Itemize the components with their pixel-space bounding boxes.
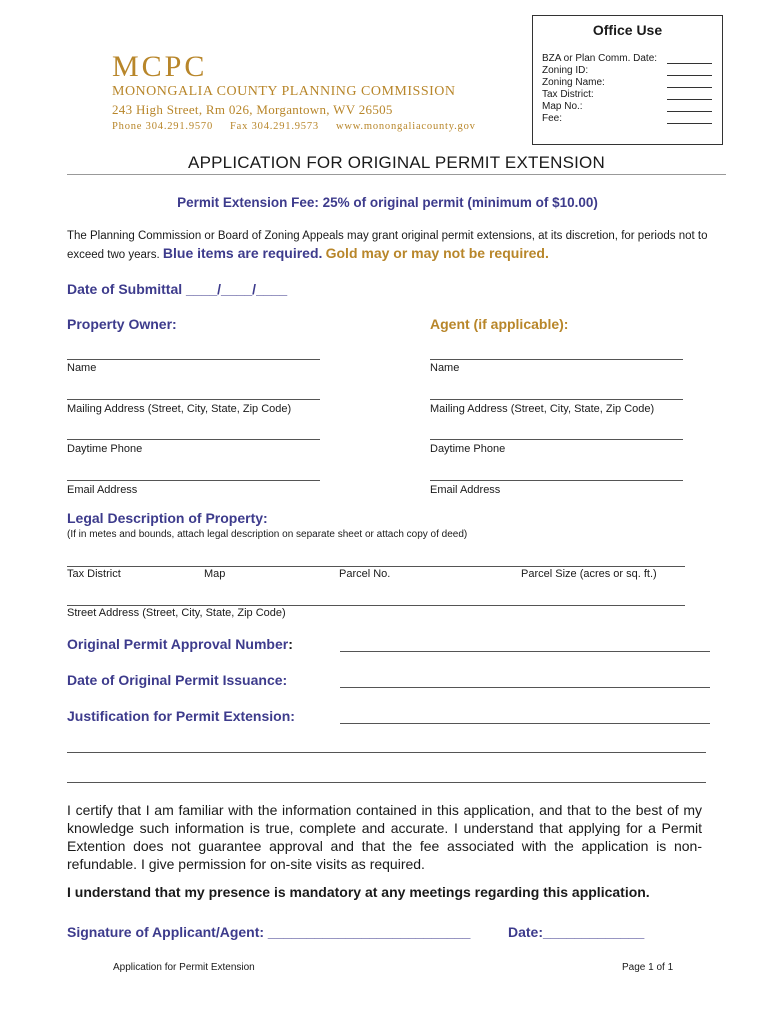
property-owner-heading: Property Owner: [67,316,177,332]
office-field-bza-date: BZA or Plan Comm. Date: [542,53,712,65]
agent-email-field[interactable] [430,480,683,481]
office-field-line[interactable] [667,65,712,76]
agent-heading: Agent (if applicable): [430,316,569,332]
legal-description-heading: Legal Description of Property: [67,510,268,526]
office-field-fee: Fee: [542,113,712,125]
agent-phone-label: Daytime Phone [430,443,506,455]
street-address-label: Street Address (Street, City, State, Zip Code) [67,607,286,619]
intro-text [67,228,737,264]
office-field-line[interactable] [667,77,712,88]
owner-address-field[interactable] [67,399,320,400]
certification-text: I certify that I am familiar with the information contained in this application, and that to the best of my knowledge such information is true, complete and accurate. I understand that applying for a Permit Extention does not guarantee approval and that the fee associated with the application is non-refundable. I give permission for on-site visits as required. [67,802,702,872]
website-link[interactable]: www.monongaliacounty.gov [335,121,476,132]
office-field-map-no: Map No.: [542,101,712,113]
date-of-submittal[interactable]: Date of Submittal ____/____/____ [67,281,288,297]
organization-contact [112,121,493,132]
footer-page-number: Page 1 of 1 [622,962,674,973]
owner-name-field[interactable] [67,359,320,360]
map-label: Map [204,568,226,580]
owner-phone-label: Daytime Phone [67,443,143,455]
owner-name-label: Name [67,362,97,374]
agent-phone-field[interactable] [430,439,683,440]
agent-name-field[interactable] [430,359,683,360]
justification-field-line-1[interactable] [340,723,710,724]
justification-label: Justification for Permit Extension: [67,708,295,724]
office-field-tax-district: Tax District: [542,89,712,101]
original-permit-date-field[interactable] [340,687,710,688]
mcpc-logo: MCPC [112,50,208,83]
office-use-box [532,15,723,145]
organization-address: 243 High Street, Rm 026, Morgantown, WV 26505 [112,102,393,117]
fax-number: Fax 304.291.9573 [230,121,319,132]
fee-note: Permit Extension Fee: 25% of original permit (minimum of $10.00) [177,195,598,210]
legal-description-note: (If in metes and bounds, attach legal description on separate sheet or attach copy of deed) [67,529,468,540]
street-address-field[interactable] [67,605,685,606]
mandatory-presence-note: I understand that my presence is mandatory at any meetings regarding this application. [67,884,650,900]
phone-number: Phone 304.291.9570 [112,121,214,132]
justification-field-line-2[interactable] [67,752,706,753]
office-field-line[interactable] [667,89,712,100]
intro-paragraph: The Planning Commission or Board of Zoning Appeals may grant original permit extensions, at its discretion, for periods not to exceed two years. [67,230,708,261]
office-field-zoning-name: Zoning Name: [542,77,712,89]
owner-email-label: Email Address [67,484,138,496]
required-note: Blue items are required. [162,245,323,261]
tax-district-label: Tax District [67,568,121,580]
parcel-no-label: Parcel No. [339,568,391,580]
office-field-line[interactable] [667,101,712,112]
original-permit-date-label: Date of Original Permit Issuance: [67,672,288,688]
agent-address-field[interactable] [430,399,683,400]
optional-note: Gold may or may not be required. [325,245,549,261]
form-title: APPLICATION FOR ORIGINAL PERMIT EXTENSION [188,153,605,172]
office-field-line[interactable] [667,113,712,124]
parcel-info-field[interactable] [67,566,685,567]
office-field-zoning-id: Zoning ID: [542,65,712,77]
parcel-size-label: Parcel Size (acres or sq. ft.) [521,568,657,580]
footer-document-name: Application for Permit Extension [113,962,255,973]
title-divider [67,174,726,175]
office-field-line[interactable] [667,53,712,64]
owner-phone-field[interactable] [67,439,320,440]
agent-address-label: Mailing Address (Street, City, State, Zip Code) [430,403,655,415]
signature-line[interactable]: Signature of Applicant/Agent: __________________________ [67,924,471,940]
owner-address-label: Mailing Address (Street, City, State, Zip Code) [67,403,292,415]
original-permit-number-label: Original Permit Approval Number: [67,636,293,652]
office-use-title: Office Use [592,22,663,38]
agent-name-label: Name [430,362,460,374]
owner-email-field[interactable] [67,480,320,481]
agent-email-label: Email Address [430,484,501,496]
signature-date-line[interactable]: Date:_____________ [508,924,645,940]
original-permit-number-field[interactable] [340,651,710,652]
organization-name: MONONGALIA COUNTY PLANNING COMMISSION [112,84,456,99]
justification-field-line-3[interactable] [67,782,706,783]
